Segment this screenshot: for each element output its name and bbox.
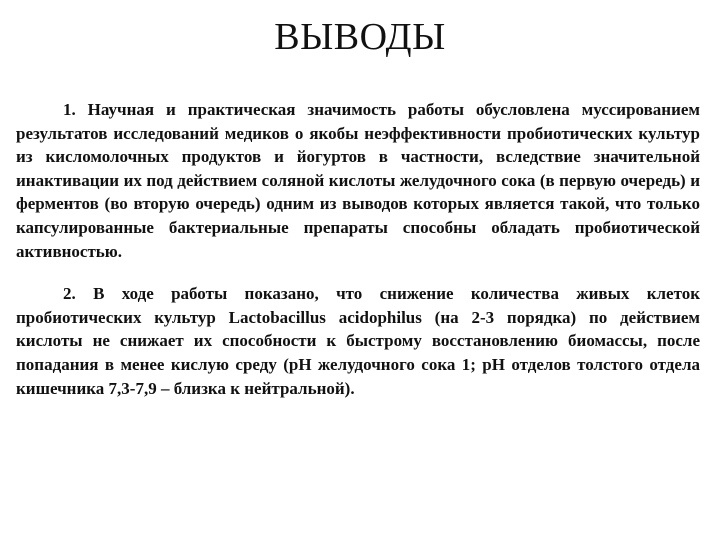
- conclusion-paragraph-1: [16, 98, 700, 263]
- conclusion-number-2: 2.: [63, 284, 76, 304]
- slide-title: ВЫВОДЫ: [274, 16, 446, 58]
- conclusion-paragraph-2: [16, 282, 700, 400]
- conclusions-list: [16, 98, 700, 400]
- conclusion-text-1: Научная и практическая значимость работы обусловлена муссированием результатов исследований медиков о якобы неэффективности пробиотических культур из кисломолочных продуктов и йогуртов в частности, вследствие значительной инактивации их под действием соляной кислоты желудочного сока (в первую очередь) и ферментов (во вторую очередь) одним из выводов которых является такой, что только капсулированные бактериальные препараты способны обладать пробиотической активностью.: [16, 100, 701, 261]
- conclusion-text-2: В ходе работы показано, что снижение количества живых клеток пробиотических культур Lactobacillus acidophilus (на 2-3 порядка) по действием кислоты не снижает их способности к быстрому восстановлению биомассы, после попадания в менее кислую среду (рН желудочного сока 1; рН отделов толстого отдела кишечника 7,3-7,9 – близка к нейтральной).: [16, 284, 700, 398]
- conclusion-number-1: 1.: [63, 100, 76, 119]
